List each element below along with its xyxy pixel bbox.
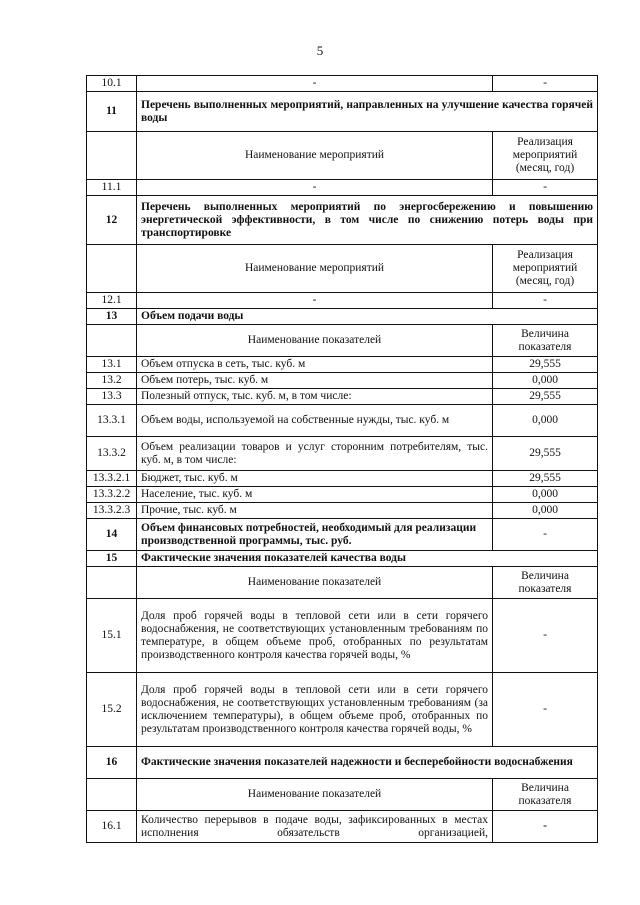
row-name: Количество перерывов в подаче воды, зафиксированных в местах исполнения обязательств организацией, [137, 811, 493, 843]
row-number: 15.1 [87, 599, 137, 673]
table-row [87, 389, 598, 405]
row-value: 0,000 [493, 487, 598, 503]
section-row [87, 747, 598, 779]
section-row [87, 196, 598, 245]
section-title: Перечень выполненных мероприятий, направленных на улучшение качества горячей воды [137, 92, 598, 132]
header-empty [87, 132, 137, 180]
row-name: Объем отпуска в сеть, тыс. куб. м [137, 357, 493, 373]
header-row [87, 132, 598, 180]
section-title: Объем подачи воды [137, 309, 598, 325]
table-row [87, 673, 598, 747]
header-name: Наименование мероприятий [137, 132, 493, 180]
header-empty [87, 245, 137, 293]
row-value: - [493, 673, 598, 747]
row-name: Объем реализации товаров и услуг сторонним потребителям, тыс. куб. м, в том числе: [137, 437, 493, 471]
header-empty [87, 779, 137, 811]
section-number: 13 [87, 309, 137, 325]
table-row [87, 373, 598, 389]
row-number: 13.3.2.2 [87, 487, 137, 503]
table-row [87, 180, 598, 196]
header-row [87, 567, 598, 599]
row-value: - [493, 180, 598, 196]
header-name: Наименование показателей [137, 779, 493, 811]
row-number: 13.3.1 [87, 405, 137, 437]
table-row [87, 437, 598, 471]
header-value: Величина показателя [493, 567, 598, 599]
row-number: 13.3.2.1 [87, 471, 137, 487]
row-name: Население, тыс. куб. м [137, 487, 493, 503]
table-row [87, 471, 598, 487]
section-title: Фактические значения показателей качества воды [137, 551, 598, 567]
section-number: 16 [87, 747, 137, 779]
section-row [87, 309, 598, 325]
page-number: 5 [316, 43, 324, 58]
row-number: 11.1 [87, 180, 137, 196]
table-row [87, 503, 598, 519]
row-name: - [137, 76, 493, 92]
row-name: Объем потерь, тыс. куб. м [137, 373, 493, 389]
row-number: 12.1 [87, 293, 137, 309]
row-name: Бюджет, тыс. куб. м [137, 471, 493, 487]
row-name: Полезный отпуск, тыс. куб. м, в том числе: [137, 389, 493, 405]
section-title: Фактические значения показателей надежности и бесперебойности водоснабжения [137, 747, 598, 779]
header-row [87, 325, 598, 357]
header-name: Наименование мероприятий [137, 245, 493, 293]
section-number: 11 [87, 92, 137, 132]
table-row [87, 811, 598, 843]
section-row [87, 519, 598, 551]
row-value: 0,000 [493, 405, 598, 437]
section-number: 14 [87, 519, 137, 551]
section-row [87, 551, 598, 567]
row-value: - [493, 76, 598, 92]
header-name: Наименование показателей [137, 325, 493, 357]
header-value: Реализация мероприятий (месяц, год) [493, 132, 598, 180]
row-number: 16.1 [87, 811, 137, 843]
row-number: 10.1 [87, 76, 137, 92]
header-empty [87, 325, 137, 357]
row-name: Прочие, тыс. куб. м [137, 503, 493, 519]
table-row [87, 405, 598, 437]
header-empty [87, 567, 137, 599]
row-value: 29,555 [493, 357, 598, 373]
header-row [87, 779, 598, 811]
table-row [87, 487, 598, 503]
row-value: 29,555 [493, 389, 598, 405]
row-number: 15.2 [87, 673, 137, 747]
section-number: 12 [87, 196, 137, 245]
row-name: Доля проб горячей воды в тепловой сети или в сети горячего водоснабжения, не соответствующих установленным требованиям по температуре, в общем объеме проб, отобранных по результатам производственного контроля качества горячей воды, % [137, 599, 493, 673]
program-table [86, 75, 598, 843]
row-number: 13.2 [87, 373, 137, 389]
row-name: Объем воды, используемой на собственные нужды, тыс. куб. м [137, 405, 493, 437]
section-title: Перечень выполненных мероприятий по энергосбережению и повышению энергетической эффективности, в том числе по снижению потерь воды при транспортировке [137, 196, 598, 245]
row-number: 13.3.2 [87, 437, 137, 471]
row-value: 29,555 [493, 437, 598, 471]
table-row [87, 357, 598, 373]
row-value: 0,000 [493, 373, 598, 389]
row-value: - [493, 293, 598, 309]
row-value: - [493, 599, 598, 673]
section-number: 15 [87, 551, 137, 567]
section-row [87, 92, 598, 132]
table-row [87, 293, 598, 309]
row-value: 0,000 [493, 503, 598, 519]
row-value: - [493, 811, 598, 843]
header-value: Величина показателя [493, 779, 598, 811]
section-value: - [493, 519, 598, 551]
row-number: 13.3 [87, 389, 137, 405]
header-value: Величина показателя [493, 325, 598, 357]
row-number: 13.3.2.3 [87, 503, 137, 519]
header-row [87, 245, 598, 293]
row-name: Доля проб горячей воды в тепловой сети или в сети горячего водоснабжения, не соответствующих установленным требованиям (за исключением температуры), в общем объеме проб, отобранных по результатам производственного контроля качества горячей воды, % [137, 673, 493, 747]
header-name: Наименование показателей [137, 567, 493, 599]
row-name: - [137, 180, 493, 196]
section-title: Объем финансовых потребностей, необходимый для реализации производственной программы, тыс. руб. [137, 519, 493, 551]
row-value: 29,555 [493, 471, 598, 487]
row-number: 13.1 [87, 357, 137, 373]
row-name: - [137, 293, 493, 309]
table-row [87, 599, 598, 673]
header-value: Реализация мероприятий (месяц, год) [493, 245, 598, 293]
table-row [87, 76, 598, 92]
